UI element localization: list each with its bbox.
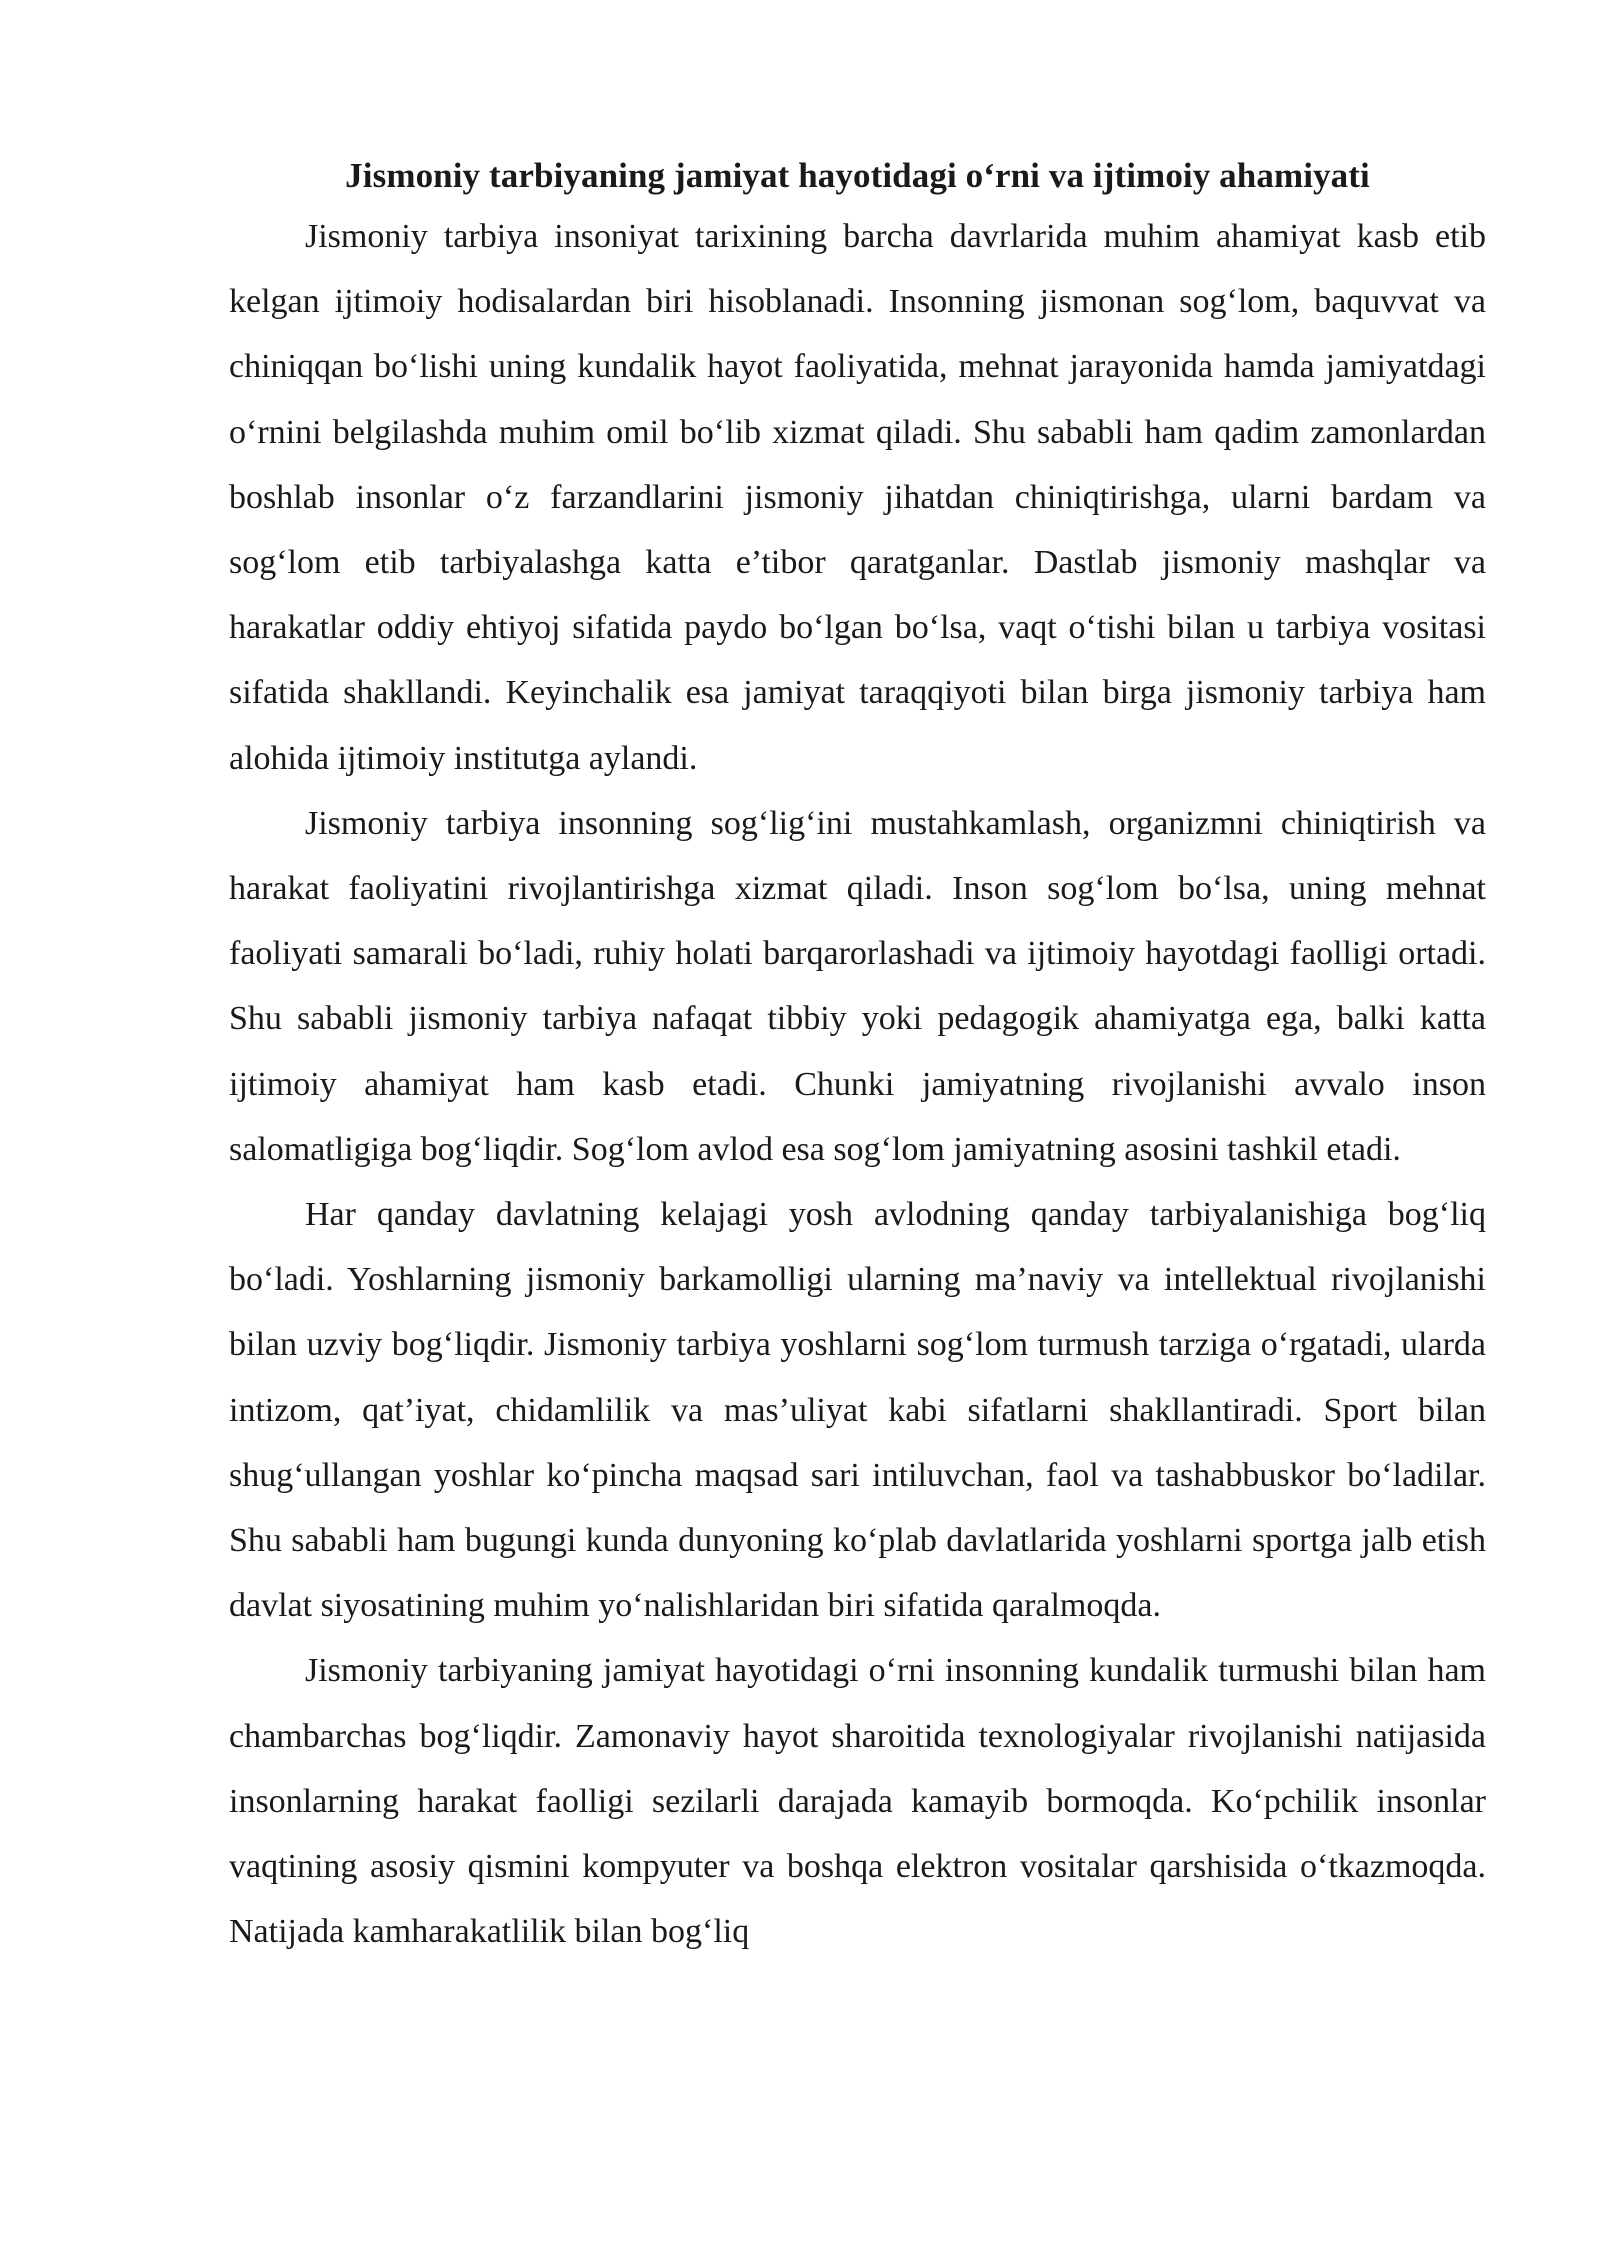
document-body <box>229 148 1486 1964</box>
document-title: Jismoniy tarbiyaning jamiyat hayotidagi o‘rni va ijtimoiy ahamiyati <box>345 156 1370 195</box>
paragraph-1: Jismoniy tarbiya insoniyat tarixining barcha davrlarida muhim ahamiyat kasb etib kelgan ijtimoiy hodisalardan biri hisoblanadi. Insonning jismonan sog‘lom, baquvvat va chiniqqan bo‘lishi uning kundalik hayot faoliyatida, mehnat jarayonida hamda jamiyatdagi o‘rnini belgilashda muhim omil bo‘lib xizmat qiladi. Shu sababli ham qadim zamonlardan boshlab insonlar o‘z farzandlarini jismoniy jihatdan chiniqtirishga, ularni bardam va sog‘lom etib tarbiyalashga katta e’tibor qaratganlar. Dastlab jismoniy mashqlar va harakatlar oddiy ehtiyoj sifatida paydo bo‘lgan bo‘lsa, vaqt o‘tishi bilan u tarbiya vositasi sifatida shakllandi. Keyinchalik esa jamiyat taraqqiyoti bilan birga jismoniy tarbiya ham alohida ijtimoiy institutga aylandi. <box>229 218 1486 777</box>
paragraph-4: Jismoniy tarbiyaning jamiyat hayotidagi o‘rni insonning kundalik turmushi bilan ham chambarchas bog‘liqdir. Zamonaviy hayot sharoitida texnologiyalar rivojlanishi natijasida insonlarning harakat faolligi sezilarli darajada kamayib bormoqda. Ko‘pchilik insonlar vaqtining asosiy qismini kompyuter va boshqa elektron vositalar qarshisida o‘tkazmoqda. Natijada kamharakatlilik bilan bog‘liq <box>229 1652 1486 1951</box>
paragraph-2: Jismoniy tarbiya insonning sog‘lig‘ini mustahkamlash, organizmni chiniqtirish va harakat faoliyatini rivojlantirishga xizmat qiladi. Inson sog‘lom bo‘lsa, uning mehnat faoliyati samarali bo‘ladi, ruhiy holati barqarorlashadi va ijtimoiy hayotdagi faolligi ortadi. Shu sababli jismoniy tarbiya nafaqat tibbiy yoki pedagogik ahamiyatga ega, balki katta ijtimoiy ahamiyat ham kasb etadi. Chunki jamiyatning rivojlanishi avvalo inson salomatligiga bog‘liqdir. Sog‘lom avlod esa sog‘lom jamiyatning asosini tashkil etadi. <box>229 804 1486 1168</box>
paragraph-3: Har qanday davlatning kelajagi yosh avlodning qanday tarbiyalanishiga bog‘liq bo‘ladi. Yoshlarning jismoniy barkamolligi ularning ma’naviy va intellektual rivojlanishi bilan uzviy bog‘liqdir. Jismoniy tarbiya yoshlarni sog‘lom turmush tarziga o‘rgatadi, ularda intizom, qat’iyat, chidamlilik va mas’uliyat kabi sifatlarni shakllantiradi. Sport bilan shug‘ullangan yoshlar ko‘pincha maqsad sari intiluvchan, faol va tashabbuskor bo‘ladilar. Shu sababli ham bugungi kunda dunyoning ko‘plab davlatlarida yoshlarni sportga jalb etish davlat siyosatining muhim yo‘nalishlaridan biri sifatida qaralmoqda. <box>229 1196 1486 1625</box>
